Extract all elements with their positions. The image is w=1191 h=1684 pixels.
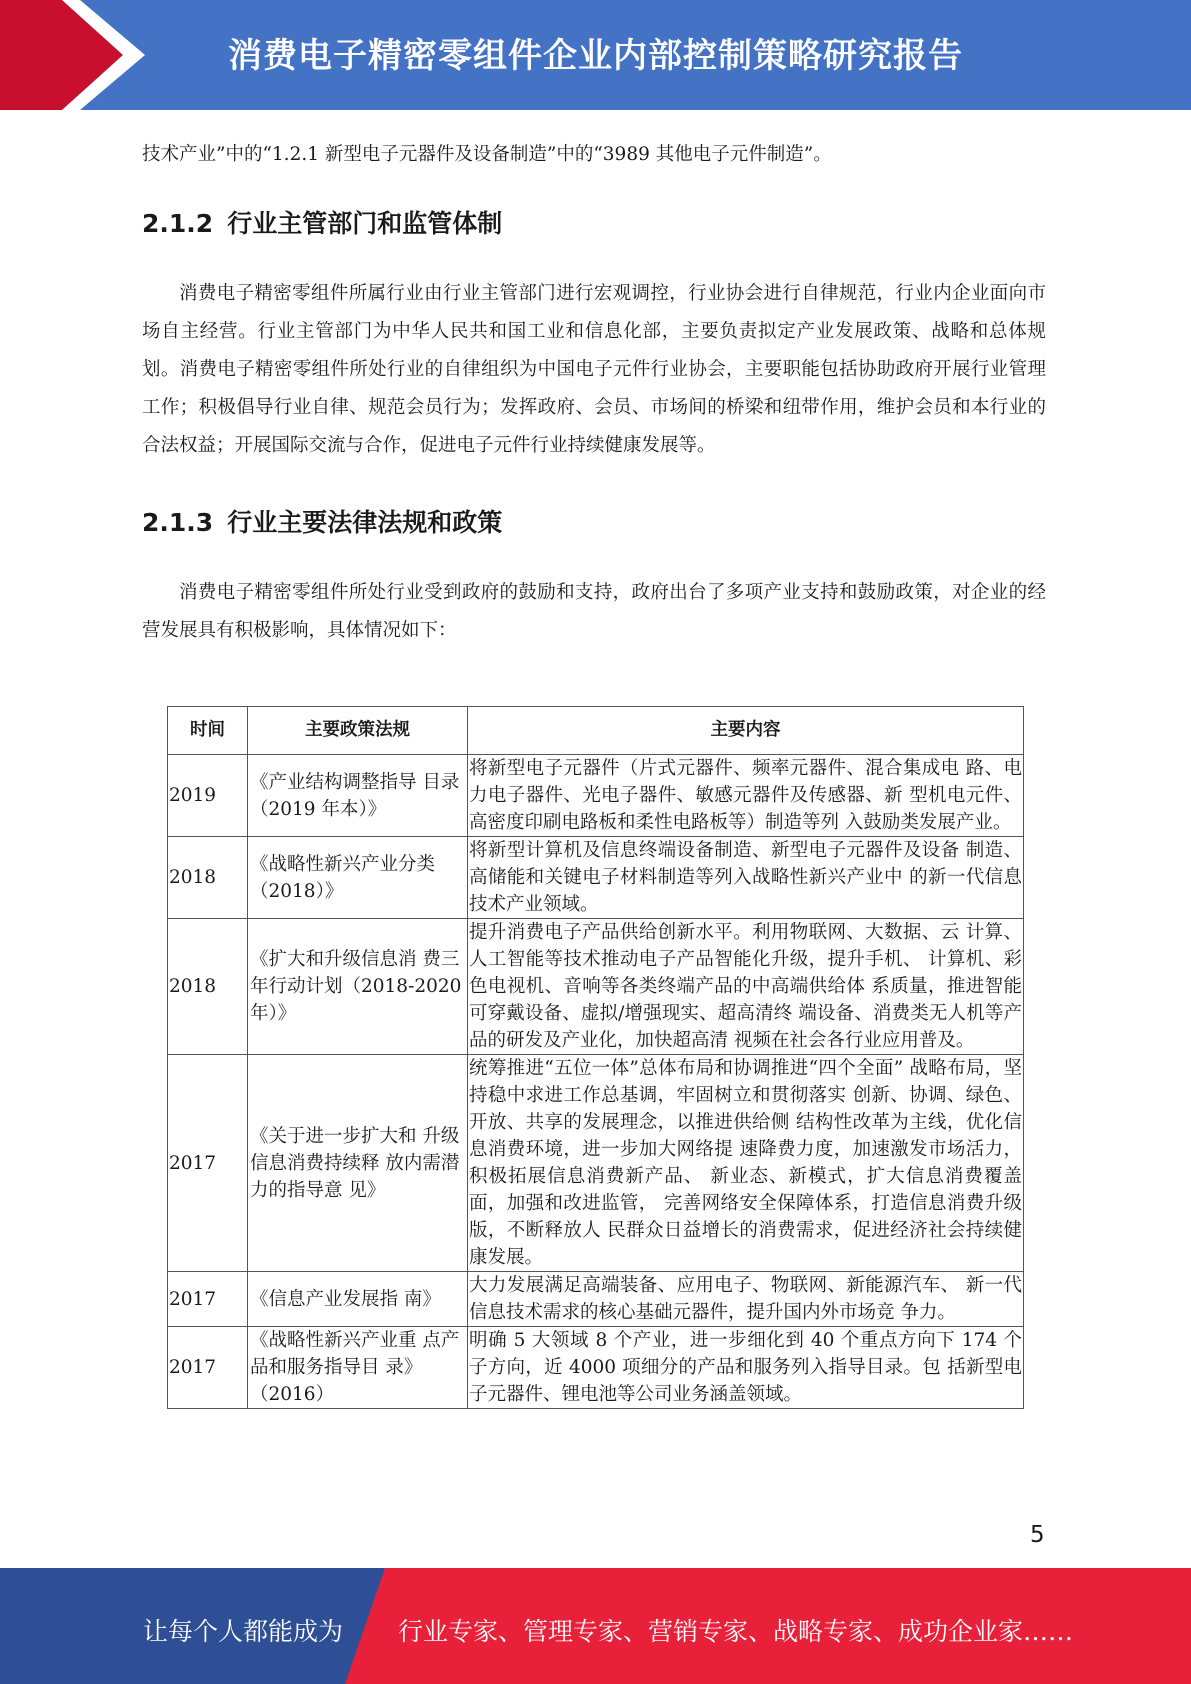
section-title: 行业主要法律法规和政策 bbox=[227, 508, 503, 537]
section-heading-2-1-3 bbox=[142, 503, 1046, 539]
section-2-1-3-paragraph: 消费电子精密零组件所处行业受到政府的鼓励和支持，政府出台了多项产业支持和鼓励政策，对企业的经营发展具有积极影响，具体情况如下： bbox=[142, 582, 1046, 641]
policy-table-wrapper bbox=[160, 700, 1040, 1497]
cell-content: 明确 5 大领域 8 个产业，进一步细化到 40 个重点方向下 174 个子方向，近 4000 项细分的产品和服务列入指导目录。包 括新型电子元器件、锂电池等公司业务涵盖领域。 bbox=[468, 1327, 1024, 1409]
cell-content: 统筹推进“五位一体”总体布局和协调推进“四个全面” 战略布局，坚持稳中求进工作总基调，牢固树立和贯彻落实 创新、协调、绿色、开放、共享的发展理念，以推进供给侧 结构性改革为主线，优化信息消费环境，进一步加大网络提 速降费力度，加速激发市场活力，积极拓展信息消费新产品、 新业态、新模式，扩大信息消费覆盖面，加强和改进监管， 完善网络安全保障体系，打造信息消费升级版，不断释放人 民群众日益增长的消费需求，促进经济社会持续健康发展。 bbox=[468, 1055, 1024, 1272]
cell-content: 大力发展满足高端装备、应用电子、物联网、新能源汽车、 新一代信息技术需求的核心基础元器件，提升国内外市场竞 争力。 bbox=[468, 1272, 1024, 1327]
report-title: 消费电子精密零组件企业内部控制策略研究报告 bbox=[228, 36, 963, 76]
cell-policy: 《关于进一步扩大和 升级信息消费持续释 放内需潜力的指导意 见》 bbox=[248, 1055, 468, 1272]
section-heading-2-1-2 bbox=[142, 204, 1046, 240]
main-content bbox=[142, 136, 1046, 650]
page-number: 5 bbox=[1030, 1522, 1045, 1548]
cell-year: 2017 bbox=[168, 1055, 248, 1272]
page-header bbox=[0, 0, 1191, 110]
table-row bbox=[168, 1327, 1024, 1409]
cell-year: 2017 bbox=[168, 1272, 248, 1327]
table-row bbox=[168, 755, 1024, 837]
table-header-row bbox=[168, 707, 1024, 755]
cell-policy: 《产业结构调整指导 目录（2019 年本）》 bbox=[248, 755, 468, 837]
footer-slogan-right: 行业专家、管理专家、营销专家、战略专家、成功企业家…… bbox=[398, 1617, 1074, 1646]
page-footer bbox=[0, 1568, 1191, 1684]
section-number: 2.1.3 bbox=[142, 508, 214, 537]
cell-policy: 《扩大和升级信息消 费三年行动计划（2018-2020 年）》 bbox=[248, 919, 468, 1055]
section-title: 行业主管部门和监管体制 bbox=[227, 209, 503, 238]
cell-content: 将新型计算机及信息终端设备制造、新型电子元器件及设备 制造、高储能和关键电子材料制造等列入战略性新兴产业中 的新一代信息技术产业领域。 bbox=[468, 837, 1024, 919]
cell-year: 2019 bbox=[168, 755, 248, 837]
table-row bbox=[168, 919, 1024, 1055]
section-2-1-2-paragraph: 消费电子精密零组件所属行业由行业主管部门进行宏观调控，行业协会进行自律规范，行业内企业面向市场自主经营。行业主管部门为中华人民共和国工业和信息化部，主要负责拟定产业发展政策、战略和总体规划。消费电子精密零组件所处行业的自律组织为中国电子元件行业协会，主要职能包括协助政府开展行业管理工作；积极倡导行业自律、规范会员行为；发挥政府、会员、市场间的桥梁和纽带作用，维护会员和本行业的合法权益；开展国际交流与合作，促进电子元件行业持续健康发展等。 bbox=[142, 283, 1046, 456]
header-policy: 主要政策法规 bbox=[248, 707, 468, 755]
header-year: 时间 bbox=[168, 707, 248, 755]
table-row bbox=[168, 837, 1024, 919]
table-row bbox=[168, 1272, 1024, 1327]
cell-content: 提升消费电子产品供给创新水平。利用物联网、大数据、云 计算、人工智能等技术推动电子产品智能化升级，提升手机、 计算机、彩色电视机、音响等各类终端产品的中高端供给体 系质量，推进智能可穿戴设备、虚拟/增强现实、超高清终 端设备、消费类无人机等产品的研发及产业化，加快超高清 视频在社会各行业应用普及。 bbox=[468, 919, 1024, 1055]
cell-policy: 《信息产业发展指 南》 bbox=[248, 1272, 468, 1327]
cell-policy: 《战略性新兴产业分类（2018）》 bbox=[248, 837, 468, 919]
intro-line: 技术产业”中的“1.2.1 新型电子元器件及设备制造”中的“3989 其他电子元件制造”。 bbox=[142, 144, 832, 165]
cell-year: 2017 bbox=[168, 1327, 248, 1409]
header-content: 主要内容 bbox=[468, 707, 1024, 755]
section-number: 2.1.2 bbox=[142, 209, 214, 238]
policy-table bbox=[167, 706, 1024, 1409]
cell-content: 将新型电子元器件（片式元器件、频率元器件、混合集成电 路、电力电子器件、光电子器件、敏感元器件及传感器、新 型机电元件、高密度印刷电路板和柔性电路板等）制造等列 入鼓励类发展产业。 bbox=[468, 755, 1024, 837]
cell-year: 2018 bbox=[168, 837, 248, 919]
footer-slogan-left: 让每个人都能成为 bbox=[143, 1617, 344, 1646]
cell-year: 2018 bbox=[168, 919, 248, 1055]
table-row bbox=[168, 1055, 1024, 1272]
cell-policy: 《战略性新兴产业重 点产品和服务指导目 录》（2016） bbox=[248, 1327, 468, 1409]
